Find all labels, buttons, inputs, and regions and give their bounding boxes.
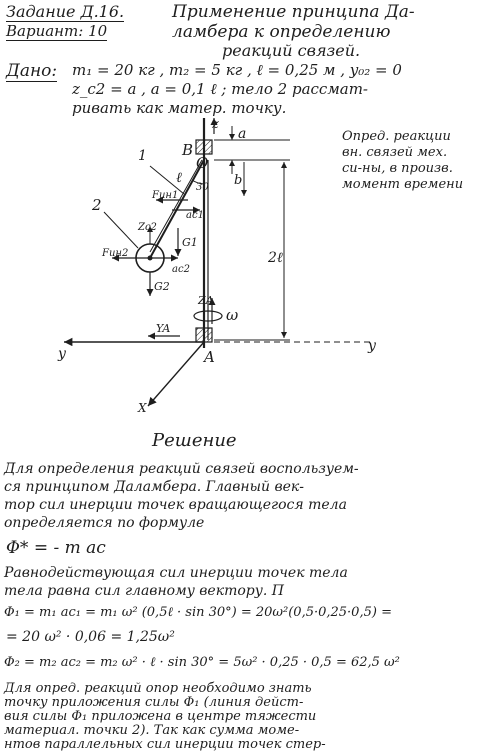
- label-a-dim: a: [238, 126, 247, 142]
- label-ac1: ac1: [186, 210, 204, 221]
- find-line-1: Опред. реакции: [342, 129, 451, 144]
- given-line-2: z_c2 = a , a = 0,1 ℓ ; тело 2 рассмат-: [72, 80, 368, 98]
- label-angle: 30: [196, 182, 209, 193]
- label-b-dim: b: [234, 173, 243, 188]
- label-body-2: 2: [92, 196, 102, 214]
- label-l: ℓ: [176, 170, 182, 186]
- solution-p3-line-3: вия силы Φ₁ приложена в центре тяжести: [4, 709, 317, 724]
- solution-p1-line-4: определяется по формуле: [4, 515, 205, 531]
- label-x-axis: X: [138, 401, 147, 415]
- solution-p1-line-2: ся принципом Даламбера. Главный век-: [4, 479, 304, 495]
- solution-p3-line-2: точку приложения силы Φ₁ (линия дейст-: [4, 695, 304, 710]
- solution-p2-line-1: Равнодействующая сил инерции точек тела: [4, 565, 348, 581]
- title-line-2: ламбера к определению: [172, 22, 391, 42]
- label-z: z: [212, 117, 219, 132]
- given-line-1: m₁ = 20 кг , m₂ = 5 кг , ℓ = 0,25 м , y₀₂ = 0: [72, 61, 402, 79]
- label-g2: G2: [154, 280, 170, 293]
- label-y-right: y: [368, 338, 376, 354]
- given-line-3: ривать как матер. точку.: [72, 99, 287, 117]
- label-g1: G1: [182, 236, 198, 249]
- task-label: Задание Д.16.: [6, 2, 125, 21]
- label-za: ZA: [198, 294, 214, 307]
- label-omega: ω: [226, 306, 239, 324]
- label-a-point: A: [204, 348, 215, 366]
- solution-p1-line-3: тор сил инерции точек вращающегося тела: [4, 497, 347, 513]
- label-b-point: B: [182, 141, 194, 159]
- support-a: [196, 328, 212, 342]
- solution-p3-line-5: нтов параллельных сил инерции точек стер-: [4, 737, 326, 752]
- label-ac2: ac2: [172, 264, 190, 275]
- formula-inertia-vector: Φ* = - m aс: [6, 538, 106, 558]
- label-2l: 2ℓ: [268, 250, 283, 266]
- find-line-4: момент времени: [342, 177, 464, 192]
- solution-heading: Решение: [152, 430, 237, 451]
- solution-p2-line-2: тела равна сил главному вектору. П: [4, 583, 284, 599]
- variant-label: Вариант: 10: [6, 22, 108, 40]
- x-axis: [148, 342, 204, 406]
- label-body-1: 1: [138, 148, 147, 164]
- find-line-2: вн. связей мех.: [342, 145, 448, 160]
- formula-phi2: Φ₂ = m₂ aс₂ = m₂ ω² · ℓ · sin 30° = 5ω² · 0,25 · 0,5 = 62,5 ω²: [4, 655, 400, 670]
- label-fin2: Fин2: [102, 248, 129, 259]
- bearing-b: [196, 140, 212, 154]
- title-line-3: реакций связей.: [222, 41, 361, 60]
- label-fin1: Fин1: [152, 190, 179, 201]
- formula-phi1-line-2: = 20 ω² · 0,06 = 1,25ω²: [6, 629, 175, 645]
- solution-p3-line-1: Для опред. реакций опор необходимо знать: [4, 681, 312, 696]
- given-label: Дано:: [6, 61, 58, 81]
- find-line-3: си-ны, в произв.: [342, 161, 453, 176]
- solution-p1-line-1: Для определения реакций связей воспользуем-: [4, 461, 359, 477]
- title-line-1: Применение принципа Да-: [172, 2, 415, 22]
- label-zc2: Zc2: [138, 222, 157, 233]
- formula-phi1-line-1: Φ₁ = m₁ aс₁ = m₁ ω² (0,5ℓ · sin 30°) = 20ω²(0,5·0,25·0,5) =: [4, 605, 392, 620]
- label-y-left: y: [58, 346, 66, 362]
- label-o-point: O: [196, 154, 209, 172]
- solution-p3-line-4: материал. точки 2). Так как сумма моме-: [4, 723, 300, 738]
- label-ya: YA: [156, 322, 171, 335]
